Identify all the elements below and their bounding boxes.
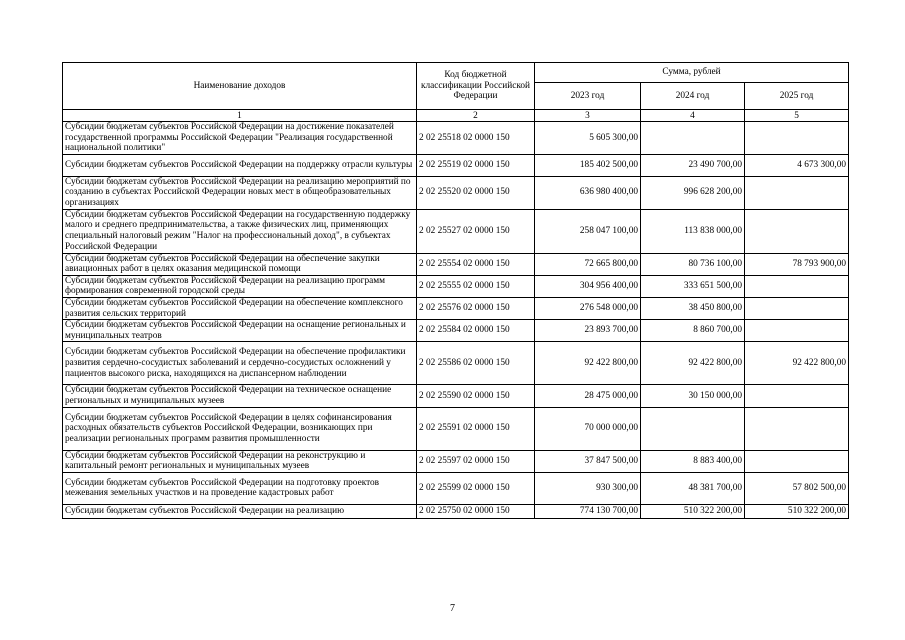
table-row (63, 385, 849, 407)
row-code: 2 02 25576 02 0000 150 (417, 297, 535, 319)
row-code: 2 02 25554 02 0000 150 (417, 253, 535, 275)
row-value-2023: 28 475 000,00 (535, 385, 641, 407)
row-code: 2 02 25597 02 0000 150 (417, 450, 535, 472)
row-value-2025 (745, 122, 849, 155)
row-value-2023: 276 548 000,00 (535, 297, 641, 319)
row-name: Субсидии бюджетам субъектов Российской Федерации на государственную поддержку малого и среднего предпринимательства, а также физических лиц, применяющих специальный налоговый режим "Налог на профессиональный доход", в субъектах Российской Федерации (63, 209, 417, 253)
row-value-2024: 38 450 800,00 (641, 297, 745, 319)
col-number-5: 5 (745, 110, 849, 122)
row-value-2023: 92 422 800,00 (535, 342, 641, 385)
row-value-2025 (745, 297, 849, 319)
revenue-table (62, 62, 849, 519)
row-code: 2 02 25555 02 0000 150 (417, 275, 535, 297)
row-code: 2 02 25518 02 0000 150 (417, 122, 535, 155)
row-value-2025 (745, 320, 849, 342)
table-row (63, 176, 849, 209)
row-value-2023: 258 047 100,00 (535, 209, 641, 253)
col-number-2: 2 (417, 110, 535, 122)
row-value-2023: 930 300,00 (535, 472, 641, 504)
row-name: Субсидии бюджетам субъектов Российской Федерации на техническое оснащение региональных и муниципальных музеев (63, 385, 417, 407)
row-value-2023: 70 000 000,00 (535, 407, 641, 450)
col-number-3: 3 (535, 110, 641, 122)
row-value-2025: 78 793 900,00 (745, 253, 849, 275)
row-value-2024: 23 490 700,00 (641, 154, 745, 176)
page-number: 7 (450, 603, 455, 614)
row-code: 2 02 25586 02 0000 150 (417, 342, 535, 385)
column-number-row (63, 110, 849, 122)
row-value-2023: 37 847 500,00 (535, 450, 641, 472)
table-row (63, 275, 849, 297)
row-value-2024: 80 736 100,00 (641, 253, 745, 275)
row-value-2024: 113 838 000,00 (641, 209, 745, 253)
row-value-2025 (745, 176, 849, 209)
row-value-2024: 8 883 400,00 (641, 450, 745, 472)
table-row (63, 472, 849, 504)
row-value-2023: 636 980 400,00 (535, 176, 641, 209)
row-value-2024: 996 628 200,00 (641, 176, 745, 209)
table-row (63, 407, 849, 450)
table-row (63, 154, 849, 176)
row-code: 2 02 25527 02 0000 150 (417, 209, 535, 253)
table-row (63, 504, 849, 518)
row-value-2023: 5 605 300,00 (535, 122, 641, 155)
row-code: 2 02 25590 02 0000 150 (417, 385, 535, 407)
row-value-2023: 774 130 700,00 (535, 504, 641, 518)
row-code: 2 02 25591 02 0000 150 (417, 407, 535, 450)
header-sum: Сумма, рублей (535, 63, 849, 83)
col-number-4: 4 (641, 110, 745, 122)
row-value-2024: 510 322 200,00 (641, 504, 745, 518)
header-year-2025: 2025 год (745, 83, 849, 110)
row-value-2025 (745, 407, 849, 450)
table-row (63, 297, 849, 319)
row-name: Субсидии бюджетам субъектов Российской Федерации на обеспечение закупки авиационных работ в целях оказания медицинской помощи (63, 253, 417, 275)
row-code: 2 02 25599 02 0000 150 (417, 472, 535, 504)
table-row (63, 450, 849, 472)
row-value-2024: 30 150 000,00 (641, 385, 745, 407)
header-row (63, 63, 849, 83)
row-name: Субсидии бюджетам субъектов Российской Федерации на оснащение региональных и муниципальных театров (63, 320, 417, 342)
row-code: 2 02 25519 02 0000 150 (417, 154, 535, 176)
row-name: Субсидии бюджетам субъектов Российской Федерации на реализацию программ формирования современной городской среды (63, 275, 417, 297)
row-name: Субсидии бюджетам субъектов Российской Федерации на реконструкцию и капитальный ремонт региональных и муниципальных музеев (63, 450, 417, 472)
row-name: Субсидии бюджетам субъектов Российской Федерации на обеспечение профилактики развития сердечно-сосудистых заболеваний и сердечно-сосудистых осложнений у пациентов высокого риска, находящихся на диспансерном наблюдении (63, 342, 417, 385)
row-value-2025 (745, 275, 849, 297)
row-value-2023: 23 893 700,00 (535, 320, 641, 342)
row-value-2025: 4 673 300,00 (745, 154, 849, 176)
row-value-2024: 92 422 800,00 (641, 342, 745, 385)
row-value-2023: 72 665 800,00 (535, 253, 641, 275)
row-value-2023: 304 956 400,00 (535, 275, 641, 297)
row-name: Субсидии бюджетам субъектов Российской Федерации на реализацию мероприятий по созданию в субъектах Российской Федерации новых мест в общеобразовательных организациях (63, 176, 417, 209)
col-number-1: 1 (63, 110, 417, 122)
row-value-2024: 48 381 700,00 (641, 472, 745, 504)
row-value-2025: 57 802 500,00 (745, 472, 849, 504)
row-value-2025: 510 322 200,00 (745, 504, 849, 518)
row-value-2024: 333 651 500,00 (641, 275, 745, 297)
row-value-2025 (745, 450, 849, 472)
row-name: Субсидии бюджетам субъектов Российской Федерации на обеспечение комплексного развития сельских территорий (63, 297, 417, 319)
table-row (63, 122, 849, 155)
row-value-2024 (641, 122, 745, 155)
row-name: Субсидии бюджетам субъектов Российской Федерации в целях софинансирования расходных обязательств субъектов Российской Федерации, возникающих при реализации региональных программ развития промышленности (63, 407, 417, 450)
row-value-2025 (745, 385, 849, 407)
row-code: 2 02 25750 02 0000 150 (417, 504, 535, 518)
row-name: Субсидии бюджетам субъектов Российской Федерации на достижение показателей государственной программы Российской Федерации "Реализация государственной национальной политики" (63, 122, 417, 155)
row-code: 2 02 25520 02 0000 150 (417, 176, 535, 209)
row-name: Субсидии бюджетам субъектов Российской Федерации на реализацию (63, 504, 417, 518)
table-row (63, 342, 849, 385)
table-row (63, 209, 849, 253)
row-value-2023: 185 402 500,00 (535, 154, 641, 176)
row-name: Субсидии бюджетам субъектов Российской Федерации на подготовку проектов межевания земельных участков и на проведение кадастровых работ (63, 472, 417, 504)
row-value-2024: 8 860 700,00 (641, 320, 745, 342)
header-code: Код бюджетной классификации Российской Федерации (417, 63, 535, 110)
header-name: Наименование доходов (63, 63, 417, 110)
row-code: 2 02 25584 02 0000 150 (417, 320, 535, 342)
header-year-2024: 2024 год (641, 83, 745, 110)
row-value-2025 (745, 209, 849, 253)
row-value-2025: 92 422 800,00 (745, 342, 849, 385)
row-value-2024 (641, 407, 745, 450)
table-row (63, 320, 849, 342)
table-row (63, 253, 849, 275)
row-name: Субсидии бюджетам субъектов Российской Федерации на поддержку отрасли культуры (63, 154, 417, 176)
header-year-2023: 2023 год (535, 83, 641, 110)
